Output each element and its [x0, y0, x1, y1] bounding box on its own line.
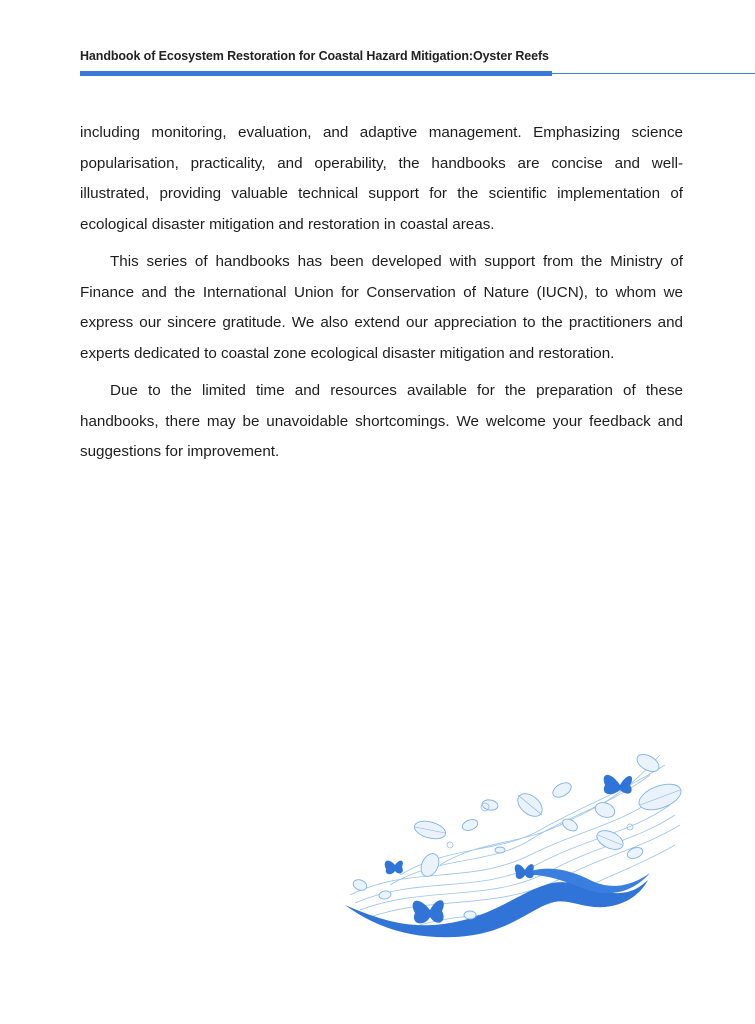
paragraph-3: Due to the limited time and resources available for the preparation of these handbooks, there may be unavoidable shortcomings. We welcome your feedback and suggestions for improvement. — [80, 382, 683, 460]
body-text — [80, 118, 683, 475]
header-rule-accent — [80, 71, 552, 76]
leaf-icon — [481, 799, 498, 812]
leaf-icon — [561, 817, 580, 834]
leaf-icon — [352, 878, 369, 892]
leaf-icon — [634, 751, 662, 775]
paragraph-1: including monitoring, evaluation, and adaptive management. Emphasizing science popularisation, practicality, and operability, the handbooks are concise and well-illustrated, providing valuable technical support for the scientific implementation of ecological disaster mitigation and restoration in coastal areas. — [80, 124, 683, 233]
leaf-icon — [593, 800, 617, 820]
leaf-icon — [464, 911, 476, 919]
leaves-butterflies-waves-illustration — [330, 745, 690, 940]
butterfly-icon — [385, 861, 403, 875]
leaf-icon — [626, 846, 644, 861]
running-header-title: Handbook of Ecosystem Restoration for Coastal Hazard Mitigation:Oyster Reefs — [80, 49, 549, 63]
leaf-icon — [550, 780, 573, 800]
decoration-svg — [330, 745, 690, 940]
leaf-icon — [461, 818, 479, 833]
paragraph-2: This series of handbooks has been developed with support from the Ministry of Finance and the International Union for Conservation of Nature (IUCN), to whom we express our sincere gratitude. We also extend our appreciation to the practitioners and experts dedicated to coastal zone ecological disaster mitigation and restoration. — [80, 253, 683, 362]
leaf-icon — [636, 779, 685, 815]
butterfly-icon — [515, 864, 534, 879]
butterfly-icon — [413, 900, 444, 923]
butterfly-icon — [604, 775, 632, 794]
leaf-icon — [378, 890, 391, 900]
leaf-icon — [495, 847, 505, 853]
